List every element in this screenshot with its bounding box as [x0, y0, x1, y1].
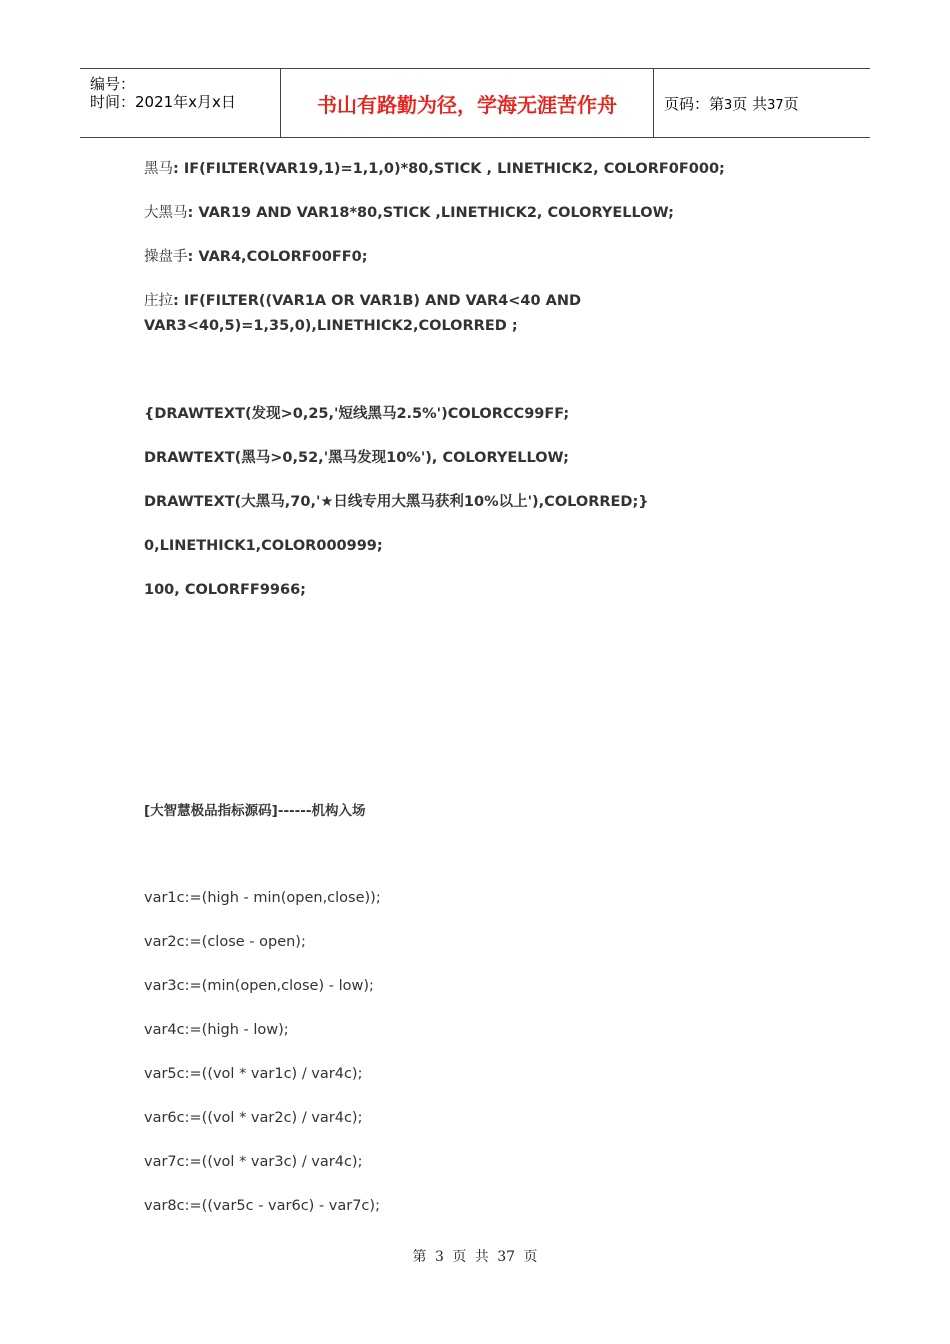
- formula-label: 操盘手: [144, 249, 188, 265]
- footer-ye: 页: [452, 1249, 467, 1265]
- formula-line-zhuangla: [144, 289, 844, 314]
- reference-line-1: 0,LINETHICK1,COLOR000999;: [144, 538, 383, 554]
- page-info: [664, 93, 799, 114]
- formula-code: : IF(FILTER((VAR1A OR VAR1B) AND VAR4<40 AND: [173, 293, 582, 309]
- motto-text: 书山有路勤为径，学海无涯苦作舟: [317, 92, 617, 117]
- formula-line-caopanshou: [144, 245, 844, 270]
- formula-label: 庄拉: [144, 293, 173, 309]
- formula-label: 大黑马: [144, 205, 188, 221]
- footer-ye2: 页: [523, 1249, 538, 1265]
- page-mid: 页 共: [732, 94, 768, 113]
- page-footer: [0, 1246, 950, 1266]
- footer-page-number: 3: [434, 1249, 444, 1265]
- code-line: var4c:=(high - low);: [144, 1022, 289, 1038]
- footer-di: 第: [412, 1249, 427, 1265]
- drawtext-line-2: DRAWTEXT(黑马>0,52,'黑马发现10%'), COLORYELLOW;: [144, 450, 569, 466]
- formula-line-daheima: [144, 201, 844, 226]
- section-title: [大智慧极品指标源码]------机构入场: [144, 803, 366, 819]
- formula-line-heima: [144, 157, 844, 182]
- page-prefix: 页码：第: [664, 94, 725, 113]
- code-line: var1c:=(high - min(open,close));: [144, 890, 381, 906]
- formula-label: 黑马: [144, 161, 173, 177]
- code-line: var3c:=(min(open,close) - low);: [144, 978, 374, 994]
- formula-code: : IF(FILTER(VAR19,1)=1,1,0)*80,STICK , LINETHICK2, COLORF0F000;: [173, 161, 725, 177]
- page-number: 3: [724, 97, 733, 113]
- formula-line-zhuangla-cont: VAR3<40,5)=1,35,0),LINETHICK2,COLORRED ;: [144, 318, 518, 334]
- page-total: 37: [767, 97, 784, 113]
- code-line: var2c:=(close - open);: [144, 934, 306, 950]
- footer-gong: 共: [474, 1249, 489, 1265]
- page-suffix: 页: [783, 94, 799, 113]
- code-line: var5c:=((vol * var1c) / var4c);: [144, 1066, 363, 1082]
- code-line: var8c:=((var5c - var6c) - var7c);: [144, 1198, 380, 1214]
- drawtext-line-1: {DRAWTEXT(发现>0,25,'短线黑马2.5%')COLORCC99FF;: [144, 406, 570, 422]
- header-motto-cell: [281, 69, 654, 137]
- code-line: var6c:=((vol * var2c) / var4c);: [144, 1110, 363, 1126]
- formula-code: : VAR4,COLORF00FF0;: [187, 249, 368, 265]
- footer-page-total: 37: [497, 1249, 516, 1265]
- number-label: 编号：: [90, 75, 136, 93]
- header-page-cell: [654, 69, 870, 137]
- drawtext-line-3: DRAWTEXT(大黑马,70,'★日线专用大黑马获利10%以上'),COLORRED;}: [144, 494, 649, 510]
- formula-code: : VAR19 AND VAR18*80,STICK ,LINETHICK2, COLORYELLOW;: [187, 205, 674, 221]
- header-meta-cell: [80, 69, 281, 137]
- reference-line-2: 100, COLORFF9966;: [144, 582, 306, 598]
- code-line: var7c:=((vol * var3c) / var4c);: [144, 1154, 363, 1170]
- page-header: [80, 68, 870, 138]
- time-label: 时间：2021年x月x日: [90, 93, 236, 111]
